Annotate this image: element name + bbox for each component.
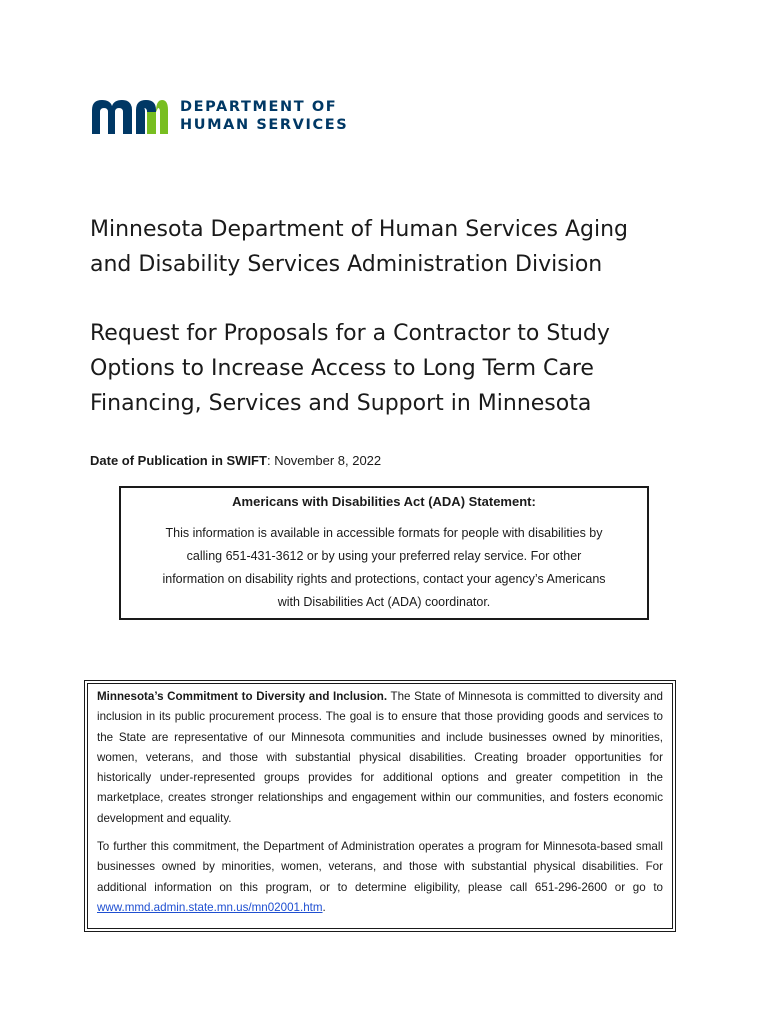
diversity-heading: Minnesota’s Commitment to Diversity and Inclusion. <box>97 690 388 703</box>
rfp-title-line-3: Financing, Services and Support in Minnesota <box>90 391 592 416</box>
mn-logo-mark-icon <box>90 98 168 134</box>
publication-date-separator: : <box>266 453 271 468</box>
diversity-paragraph-1 <box>97 687 663 829</box>
diversity-paragraph-1-text: The State of Minnesota is committed to diversity and inclusion in its public procurement process. The goal is to ensure that those providing goods and services to the State are representative of our Minnesota communities and include businesses owned by minorities, women, veterans, and those with substantial physical disabilities. Creating broader opportunities for historically under-represented groups provides for additional options and greater competition in the marketplace, creates stronger relationships and engagement within our communities, and fosters economic development and equality. <box>97 690 663 825</box>
ada-line-2: calling 651-431-3612 or by using your preferred relay service. For other <box>186 549 582 563</box>
rfp-title-line-1: Request for Proposals for a Contractor to Study <box>90 321 610 346</box>
rfp-title-line-2: Options to Increase Access to Long Term Care <box>90 356 594 381</box>
ada-statement-title: Americans with Disabilities Act (ADA) Statement: <box>232 494 536 509</box>
ada-statement-box <box>119 486 649 620</box>
ada-line-3: information on disability rights and protections, contact your agency’s Americans <box>162 572 606 586</box>
diversity-paragraph-2-end: . <box>322 900 326 914</box>
publication-date-value: November 8, 2022 <box>270 453 382 468</box>
mmd-program-link[interactable]: www.mmd.admin.state.mn.us/mn02001.htm <box>97 900 323 914</box>
rfp-title <box>90 316 690 421</box>
logo-wordmark <box>180 98 348 134</box>
division-title-line-2: and Disability Services Administration Division <box>90 252 603 277</box>
diversity-paragraph-2 <box>97 837 663 918</box>
logo-line-department: DEPARTMENT OF <box>180 99 338 115</box>
publication-date-label: Date of Publication in SWIFT <box>90 453 267 468</box>
ada-line-4: with Disabilities Act (ADA) coordinator. <box>277 595 491 609</box>
ada-statement-body <box>135 522 633 614</box>
diversity-inclusion-box <box>84 680 676 932</box>
division-title-line-1: Minnesota Department of Human Services Aging <box>90 217 628 242</box>
ada-line-1: This information is available in accessible formats for people with disabilities by <box>165 526 603 540</box>
diversity-paragraph-2-text: To further this commitment, the Department of Administration operates a program for Minnesota-based small businesses owned by minorities, women, veterans, and those with substantial physical disabilities. For additional information on this program, or to determine eligibility, please call 651-296-2600 or go to <box>97 840 663 894</box>
division-title <box>90 212 690 282</box>
dhs-logo <box>90 98 348 134</box>
publication-date <box>90 453 381 468</box>
logo-line-human-services: HUMAN SERVICES <box>180 117 349 133</box>
